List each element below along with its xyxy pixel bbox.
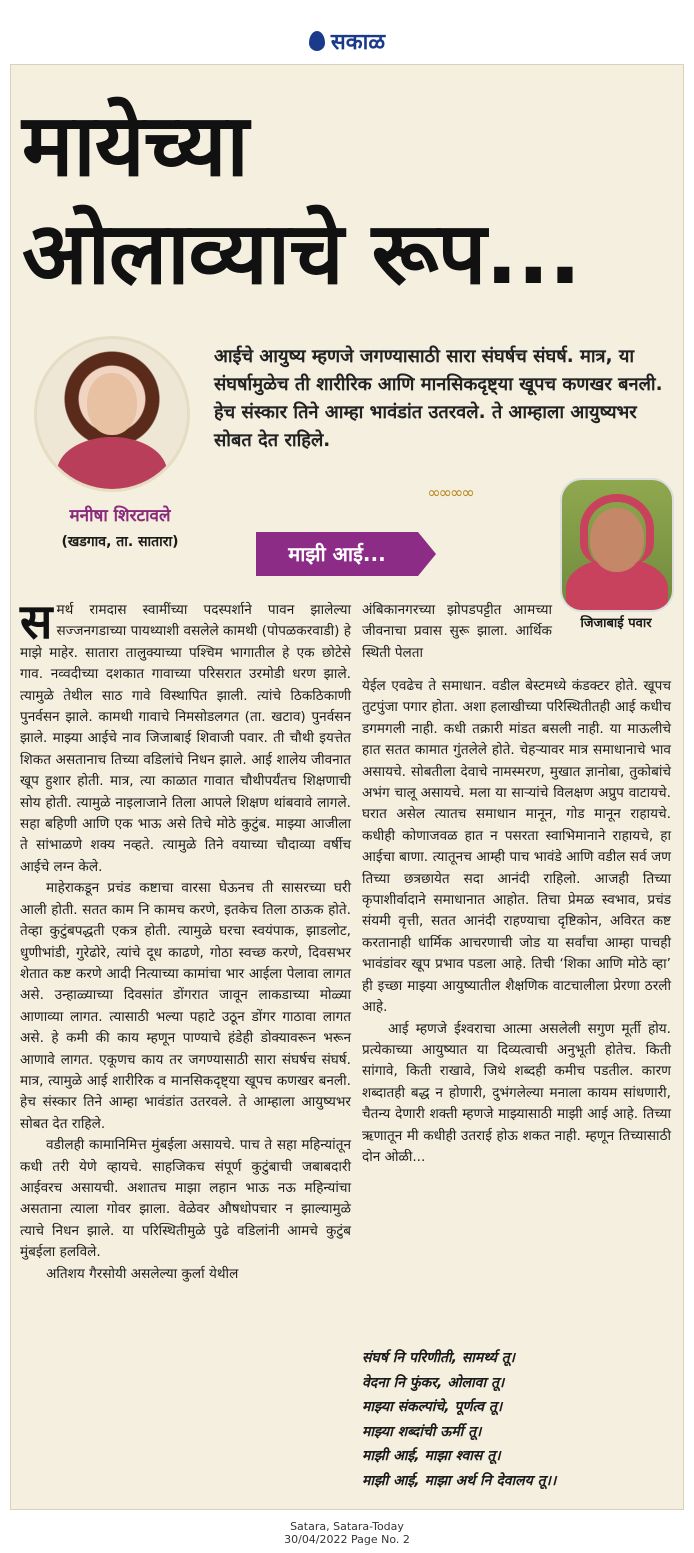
ornament-divider-icon: ∞∞∞∞ — [427, 483, 473, 502]
paragraph — [20, 594, 351, 878]
page-footer — [0, 1520, 694, 1546]
poem-line: वेदना नि फुंकर, ओलावा तू। — [362, 1374, 505, 1391]
footer-date-page: 30/04/2022 Page No. 2 — [284, 1533, 410, 1546]
intro-paragraph: आईचे आयुष्य म्हणजे जगण्यासाठी सारा संघर्षच संघर्ष. मात्र, या संघर्षामुळेच ती शारीरिक आणि मानसिकदृष्ट्या खूपच कणखर बनली. हेच संस्कार तिने आम्हा भावंडांत उतरवले. ते आम्हाला आयुष्यभर सोबत देत राहिले. — [214, 346, 663, 451]
paragraph: येईल एवढेच ते समाधान. वडील बेस्टमध्ये कंडक्टर होते. खूपच तुटपुंजा पगार होता. अशा हलाखीच्या परिस्थितीतही आई कधीच डगमगली नाही. कधी तक्रारी मांडत बसली नाही. या माऊलीचे हात सतत कामात गुंतलेले होते. चेहऱ्यावर मात्र समाधानाचे भाव असायचे. सोबतीला देवाचे नामस्मरण, मुखात ज्ञानोबा, तुकोबांचे अभंग चालू असायचे. मला या साऱ्यांचे विलक्षण अप्रुप वाटायचे. घरात असेल त्यातच समाधान मानून, गोड मानून राहायचे. कधीही कोणाजवळ हात न पसरता स्वाभिमानाने राहायचे, हा आईचा बाणा. त्यातूनच आम्ही पाच भावंडे आणि वडील सर्व जण तिच्या छत्रछायेत सदा आनंदी राहिलो. आजही तिच्या कृपाशीर्वादाने समाधानात आहोत. तिचा प्रेमळ स्वभाव, प्रचंड संयमी वृत्ती, सतत आनंदी राहण्याचा दृष्टिकोन, अविरत कष्ट करतानाही धार्मिक आचरणाची जोड या सर्वांचा आम्हा पाचही भावंडांवर खूप प्रभाव पडला आहे. तिची ‘शिका आणि मोठे व्हा’ ही इच्छा माझ्या आयुष्यातील शैक्षणिक वाटचालीला प्रेरणा ठरली आहे. — [362, 678, 671, 1016]
poem-line: माझ्या संकल्पांचे, पूर्णत्व तू। — [362, 1399, 503, 1416]
poem — [362, 1346, 672, 1494]
section-tag: माझी आई... — [256, 532, 418, 576]
drop-cap: स — [20, 594, 53, 650]
paragraph: अतिशय गैरसोयी असलेल्या कुर्ला येथील — [46, 1265, 239, 1282]
portrait-saree — [57, 437, 167, 492]
logo-text: सकाळ — [330, 30, 386, 55]
poem-line: संघर्ष नि परिणीती, सामर्थ्य तू। — [362, 1350, 515, 1366]
photo-caption: जिजाबाई पवार — [580, 616, 652, 631]
paragraph: आई म्हणजे ईश्वराचा आत्मा असलेली सगुण मूर्ती होय. प्रत्येकाच्या आयुष्यात या दिव्यत्वाची अनुभूती होतेच. किती सांगावे, किती राखावे, जिथे शब्दही कमीच पडतील. कारण शब्दातही बद्ध न होणारी, दुभंगलेल्या मनाला कायम सांधणारी, चैतन्य देणारी शक्ती म्हणजे माझ्यासाठी माझी आई आहे. तिच्या ऋणातून मी कधीही उतराई होऊ शकत नाही. म्हणून तिच्यासाठी दोन ओळी... — [362, 1020, 671, 1165]
photo-veil — [580, 494, 654, 564]
footer-location: Satara, Satara-Today — [290, 1520, 404, 1533]
poem-line: माझी आई, माझा श्वास तू। — [362, 1448, 501, 1465]
article-column-2 — [362, 676, 671, 1168]
paragraph: वडीलही कामानिमित्त मुंबईला असायचे. पाच ते सहा महिन्यांतून कधी तरी येणे व्हायचे. साहजिकच संपूर्ण कुटुंबाची जबाबदारी आईवरच असायची. अशातच माझा लहान भाऊ नऊ महिन्यांचा असताना त्याला गोवर झाला. वेळेवर औषधोपचार न झाल्यामुळे त्याचे निधन झाले. या परिस्थितीमुळे पुढे वडिलांनी आमचे कुटुंब मुंबईला हलविले. — [20, 1137, 351, 1261]
paragraph-text: मर्थ रामदास स्वामींच्या पदस्पर्शाने पावन झालेल्या सज्जनगडाच्या पायथ्याशी वसलेले कामथी (पोपळकरवाडी) हे माझे माहेर. सातारा तालुक्याच्या पश्चिम भागातील हे एक छोटेसे गाव. नव्वदीच्या दशकात गावाच्या परिसरात उरमोडी धरण झाले. त्यामुळे तेथील साठ गावे विस्थापित झाली. त्यांचे ठिकठिकाणी पुनर्वसन झाले. कामथी गावाचे निमसोडलगत (ता. खटाव) पुनर्वसन झाले. माझ्या आईचे नाव जिजाबाई शिवाजी पवार. ती चौथी इयत्तेत शिकत असतानाच तिच्या वडिलांचे निधन झाले. आई शालेय जीवनात खूप हुशार होती. मात्र, त्या काळात गावात चौथीपर्यंतच शिक्षणाची सोय होती. त्यामुळे नाइलाजाने तिला आपले शिक्षण थांबवावे लागले. सहा बहिणी आणि एक भाऊ असे तिचे मोठे कुटुंब. माझ्या आजीला ते सांभाळणे शक्य नव्हते. त्यामुळे तिने वयाच्या चौदाव्या वर्षीच आईचे लग्न केले. — [20, 602, 351, 875]
portrait-face — [87, 373, 137, 435]
author-portrait — [34, 336, 190, 492]
headline — [22, 92, 662, 308]
paragraph: अंबिकानगरच्या झोपडपट्टीत आमच्या जीवनाचा प्रवास सुरू झाला. आर्थिक स्थिती पेलता — [362, 602, 552, 661]
author-place: (खडगाव, ता. सातारा) — [61, 534, 179, 550]
masthead-logo — [0, 26, 694, 56]
headline-line-1: मायेच्या — [22, 96, 248, 196]
mother-photo — [560, 478, 674, 612]
headline-line-2: ओलाव्याचे रूप... — [22, 204, 581, 304]
sakal-logo-icon — [309, 31, 325, 51]
article-column-1 — [20, 594, 351, 1285]
author-name: मनीषा शिरटावले — [69, 506, 171, 526]
paragraph: माहेराकडून प्रचंड कष्टाचा वारसा घेऊनच ती सासरच्या घरी आली होती. सतत काम नि कामच करणे, इतकेच तिला ठाऊक होते. तेव्हा कुटुंबपद्धती एकत्र होती. त्यामुळे घरचा स्वयंपाक, झाडलोट, धुणीभांडी, गुरेढोरे, त्यांचे दूध काढणे, गोठा स्वच्छ करणे, दिवसभर शेतात कष्ट करणे आदी नित्याच्या कामांचा भार आईला पेलावा लागत असे. उन्हाळ्याच्या दिवसांत डोंगरात जावून लाकडाच्या मोळ्या आणाव्या लागत. त्यासाठी भल्या पहाटे उठून डोंगर गाठावा लागत असे. हे कमी की काय म्हणून पाण्याचे हंडेही डोक्यावरून भरून आणावे लागत. एकूणच काय तर जगण्यासाठी सारा संघर्षच संघर्ष. मात्र, त्यामुळे आई शारीरिक व मानसिकदृष्ट्या खूपच कणखर बनली. हेच संस्कार तिने आम्हा भावंडांत उतरवले. ते आम्हाला आयुष्यभर सोबत देत राहिले. — [20, 880, 351, 1132]
poem-line: माझी आई, माझा अर्थ नि देवालय तू।। — [362, 1472, 557, 1489]
poem-line: माझ्या शब्दांची ऊर्मी तू। — [362, 1423, 482, 1440]
article-column-2-top — [362, 600, 552, 664]
